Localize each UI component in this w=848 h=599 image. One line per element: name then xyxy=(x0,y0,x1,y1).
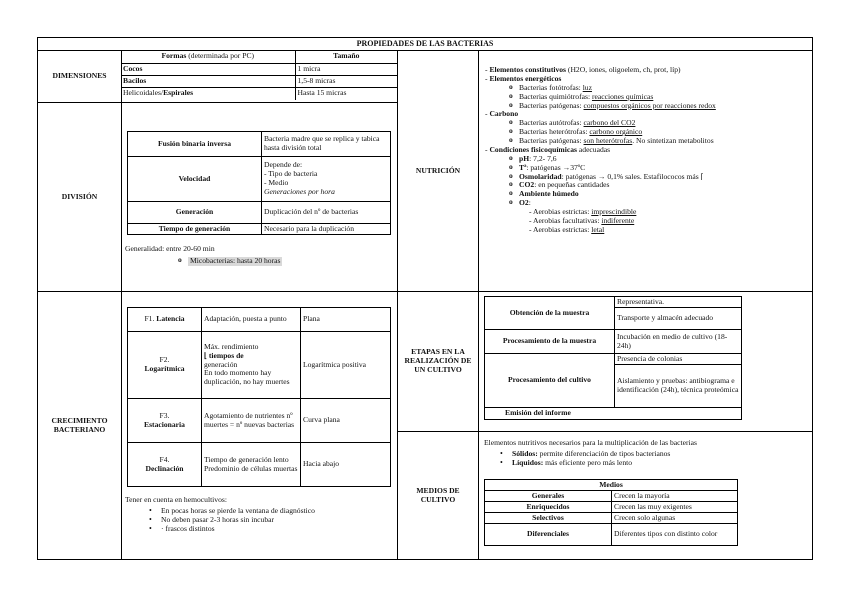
table-cell: Presencia de colonias xyxy=(615,354,742,365)
table-cell: F3. Estacionaria xyxy=(128,399,202,443)
table-cell: Agotamiento de nutrientes nº muertes = nº nuevas bacterias xyxy=(202,399,301,443)
section-label-division: DIVISIÓN xyxy=(61,191,98,201)
col-header-formas: Formas xyxy=(161,50,187,60)
divider xyxy=(478,50,479,560)
table-cell: Procesamiento de la muestra xyxy=(485,330,615,354)
label-line: CULTIVO xyxy=(420,495,456,504)
section-label-medios xyxy=(400,432,476,560)
table-cell: Plana xyxy=(301,308,391,332)
list-item: o O2: xyxy=(519,199,810,208)
table-cell: Cocos xyxy=(121,63,295,75)
table-cell: Representativa. xyxy=(615,297,742,308)
table-cell: Tiempo de generación xyxy=(128,224,262,235)
table-cell: Bacteria madre que se replica y tabica hasta división total xyxy=(262,132,391,157)
table-cell: 1,5-8 micras xyxy=(295,75,397,87)
divider xyxy=(121,50,122,560)
table-cell: Hasta 15 micras xyxy=(295,87,397,100)
text-line: - Elementos constitutivos (H2O, iones, oligoelem, ch, prot, líp) xyxy=(485,65,681,74)
text-bold: Condiciones fisicoquímicas xyxy=(489,144,577,154)
table-cell: Obtención de la muestra xyxy=(485,297,615,330)
division-note-list xyxy=(188,257,282,266)
text-bold: Elementos energéticos xyxy=(489,73,562,83)
table-cell: Aislamiento y pruebas: antibiograma e identificación (24h), técnica proteómica xyxy=(615,365,742,408)
dimensiones-table xyxy=(121,50,397,100)
text-line: Generaciones por hora xyxy=(264,186,335,196)
table-cell: Curva plana xyxy=(301,399,391,443)
col-header-tamano: Tamaño xyxy=(295,50,397,63)
table-cell: Incubación en medio de cultivo (18-24h) xyxy=(615,330,742,354)
table-cell: Bacilos xyxy=(121,75,295,87)
table-cell: Selectivos xyxy=(485,513,612,524)
division-table xyxy=(127,131,391,235)
table-cell: Procesamiento del cultivo xyxy=(485,354,615,408)
table-cell: Logarítmica positiva xyxy=(301,332,391,399)
division-note: Generalidad: entre 20-60 min xyxy=(125,244,215,253)
list-item: o Micobacterias: hasta 20 horas xyxy=(188,257,282,266)
fisicoquimicas-list xyxy=(485,155,810,208)
list-item: o Bacterias patógenas: son heterótrofas. No sintetizan metabolitos xyxy=(519,137,810,146)
table-cell: Diferenciales xyxy=(485,524,612,546)
table-cell: Necesario para la duplicación xyxy=(262,224,391,235)
crecimiento-note: Tener en cuenta en hemocultivos: xyxy=(125,495,227,504)
table-cell: Crecen solo algunas xyxy=(612,513,738,524)
section-label-dimensiones: DIMENSIONES xyxy=(52,71,107,81)
text-line: - Tipo de bacteria xyxy=(264,169,318,179)
section-label-nutricion: NUTRICIÓN xyxy=(415,165,461,175)
label-line: MEDIOS DE xyxy=(416,486,460,496)
text-line: - Elementos energéticos xyxy=(485,73,562,83)
list-item: • Líquidos: más eficiente pero más lento xyxy=(512,459,670,468)
section-label-etapas: ETAPAS EN LA REALIZACIÓN DE UN CULTIVO xyxy=(404,347,472,374)
list-item: o Bacterias autótrofas: carbono del CO2 xyxy=(519,119,810,128)
list-item: o Tª: patógenas →37ºC xyxy=(519,164,810,173)
table-cell: Crecen las muy exigentes xyxy=(612,502,738,513)
table-cell: Enriquecidos xyxy=(485,502,612,513)
table-cell: Crecen la mayoría xyxy=(612,491,738,502)
label-line: BACTERIANO xyxy=(53,425,106,434)
etapas-table xyxy=(484,296,742,420)
table-cell: Hacia abajo xyxy=(301,443,391,487)
table-cell xyxy=(262,157,391,202)
crecimiento-note-list xyxy=(161,507,315,534)
list-item: o Bacterias heterótrofas: carbono orgánico xyxy=(519,128,810,137)
text-line: - Medio xyxy=(264,178,289,187)
list-item: • En pocas horas se pierde la ventana de diagnóstico xyxy=(161,507,315,516)
table-cell: Fusión binaria inversa xyxy=(128,132,262,157)
medios-intro: Elementos nutritivos necesarios para la multiplicación de las bacterias xyxy=(484,438,697,447)
text-bold: Elementos constitutivos xyxy=(489,65,567,74)
medios-table xyxy=(484,479,738,546)
table-cell: Tiempo de generación lento Predominio de células muertas xyxy=(202,443,301,487)
table-cell: Helicoidales/Espirales xyxy=(121,87,295,100)
text: (H2O, iones, oligoelem, ch, prot, líp) xyxy=(566,65,681,74)
list-item: o Osmolaridad: patógenas → 0,1% sales. Estafilococos más ⌈ xyxy=(519,173,810,182)
table-cell: Medios xyxy=(485,480,738,491)
list-item: - Aerobias estrictas: letal xyxy=(529,224,605,234)
table-cell: Generación xyxy=(128,202,262,224)
col-header-formas-note: (determinada por PC) xyxy=(186,50,255,60)
text-bold: Carbono xyxy=(489,109,519,119)
table-cell: Emisión del informe xyxy=(485,408,742,420)
table-cell: F1. Latencia xyxy=(128,308,202,332)
table-cell: F4. Declinación xyxy=(128,443,202,487)
text-line: - Carbono xyxy=(485,109,519,119)
crecimiento-table xyxy=(127,307,391,487)
list-item: • Sólidos: permite diferenciación de tipos bacterianos xyxy=(512,450,670,459)
table-cell: Máx. rendimiento ⌊ tiempos de generación En todo momento hay duplicación, no hay muertes xyxy=(202,332,301,399)
o2-list xyxy=(485,208,810,235)
medios-list xyxy=(512,450,670,468)
list-item: o pH: 7,2- 7,6 xyxy=(519,155,810,164)
list-item: • No deben pasar 2-3 horas sin incubar xyxy=(161,516,315,525)
text: adecuadas xyxy=(577,144,611,154)
list-item: - Aerobias facultativas: indiferente xyxy=(529,215,635,225)
table-cell: 1 micra xyxy=(295,63,397,75)
list-item: o CO2: en pequeñas cantidades xyxy=(519,181,810,190)
table-cell: Duplicación del nº de bacterias xyxy=(262,202,391,224)
nutricion-content xyxy=(485,66,810,235)
table-cell: Generales xyxy=(485,491,612,502)
label-line: CRECIMIENTO xyxy=(51,416,108,426)
list-item: o Bacterias patógenas: compuestos orgánicos por reacciones redox xyxy=(519,102,810,111)
energeticos-list xyxy=(485,84,810,111)
table-cell: Diferentes tipos con distinto color xyxy=(612,524,738,546)
table-cell: F2. Logarítmica xyxy=(128,332,202,399)
list-item: o Ambiente húmedo xyxy=(519,190,810,199)
carbono-list xyxy=(485,119,810,146)
page-title: PROPIEDADES DE LAS BACTERIAS xyxy=(356,39,494,49)
list-item: o Bacterias fotótrofas: luz xyxy=(519,84,810,93)
table-cell: Velocidad xyxy=(128,157,262,202)
text-line: - Condiciones fisicoquímicas adecuadas xyxy=(485,144,611,154)
list-item: • · frascos distintos xyxy=(161,525,315,534)
table-cell: Transporte y almacén adecuado xyxy=(615,308,742,330)
text-line: Depende de: xyxy=(264,160,303,170)
list-item: o Bacterias quimiótrofas: reacciones químicas xyxy=(519,93,810,102)
table-cell: Adaptación, puesta a punto xyxy=(202,308,301,332)
list-item: - Aerobias estrictas: imprescindible xyxy=(529,207,637,216)
section-label-crecimiento xyxy=(38,292,121,560)
